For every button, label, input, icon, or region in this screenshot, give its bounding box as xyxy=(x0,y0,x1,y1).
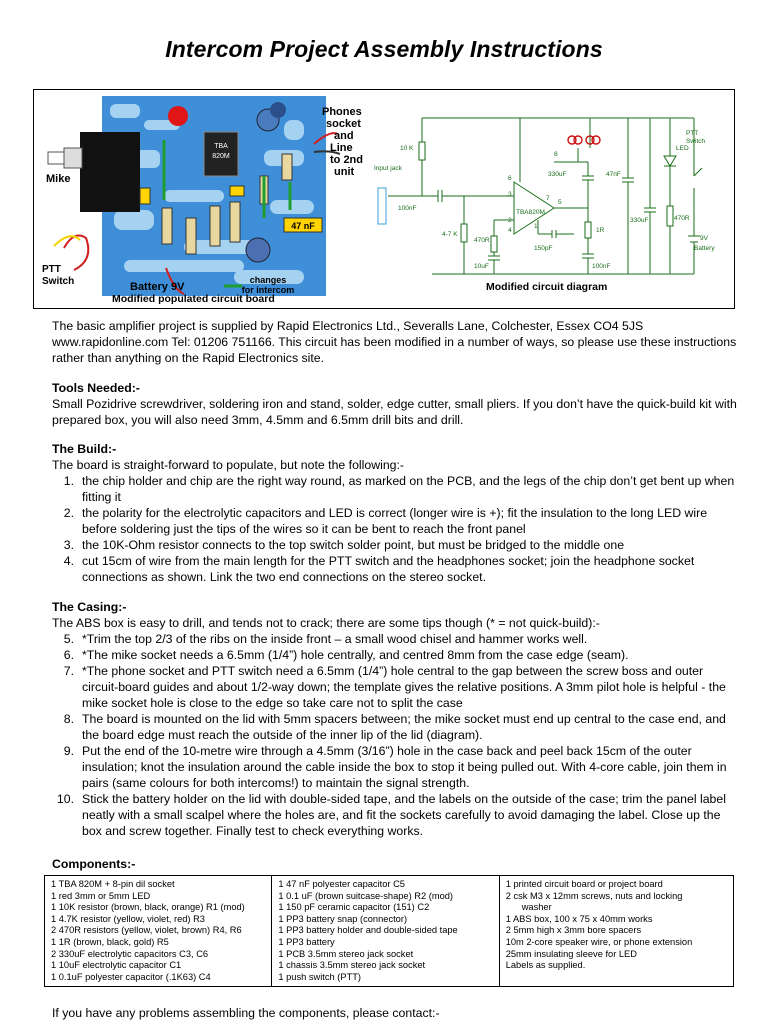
svg-text:to 2nd: to 2nd xyxy=(330,154,363,166)
list-item: 1. the chip holder and chip are the right way round, as marked on the PCB, and the legs of the chip don’t get bent up when fitting it xyxy=(63,474,735,504)
casing-list xyxy=(52,631,742,839)
svg-text:9V: 9V xyxy=(700,235,708,242)
svg-text:for intercom: for intercom xyxy=(241,285,295,295)
svg-text:7: 7 xyxy=(546,195,550,202)
svg-text:6: 6 xyxy=(508,175,512,182)
ptt-label: PTT Switch xyxy=(686,130,706,145)
contact-line: If you have any problems assembling the components, please contact:- xyxy=(52,1006,440,1020)
list-item: 8. The board is mounted on the lid with 5mm spacers between; the mike socket must end up central to the case end, and the board edge must reach the outside of the inner lip of the lid (diagram). xyxy=(63,712,726,742)
components-heading: Components:- xyxy=(52,857,136,871)
casing-heading: The Casing:- xyxy=(52,600,127,614)
svg-text:3: 3 xyxy=(508,191,512,198)
svg-text:820M: 820M xyxy=(212,153,230,160)
svg-text:Input jack: Input jack xyxy=(374,165,402,172)
pcb-label-47nf: 47 nF xyxy=(291,221,315,231)
svg-text:4: 4 xyxy=(508,227,512,234)
svg-text:4-7 K: 4-7 K xyxy=(442,231,458,238)
figure-box xyxy=(33,89,735,309)
list-item: 6. *The mike socket needs a 6.5mm (1/4”) hole centrally, and centred 8mm from the case edge (seam). xyxy=(63,648,629,662)
svg-text:10uF: 10uF xyxy=(474,263,489,270)
svg-text:100nF: 100nF xyxy=(398,205,417,212)
list-item: 7. *The phone socket and PTT switch need a 6.5mm (1/4”) hole central to the gap between the screw boss and outer circuit-board guides and about 1/2-way down; the template gives the relative positions. A 3mm pilot hole is helpful - the mike socket hole is close to the edge so take care not to split the case xyxy=(63,664,726,710)
build-heading: The Build:- xyxy=(52,442,117,456)
svg-text:100nF: 100nF xyxy=(592,263,611,270)
svg-text:2: 2 xyxy=(508,217,512,224)
casing-section xyxy=(52,599,742,839)
build-section xyxy=(52,441,742,585)
mike-jack-socket xyxy=(80,132,140,212)
svg-text:socket: socket xyxy=(326,118,361,130)
svg-text:1R: 1R xyxy=(596,227,605,234)
tools-heading: Tools Needed:- xyxy=(52,381,140,395)
components-table xyxy=(44,875,734,987)
svg-text:330uF: 330uF xyxy=(630,217,649,224)
svg-text:5: 5 xyxy=(558,199,562,206)
list-item: 3. the 10K-Ohm resistor connects to the top switch solder point, but must be bridged to the middle one xyxy=(63,538,625,552)
build-intro: The board is straight-forward to populate, but note the following:- xyxy=(52,458,405,472)
list-item: 10. Stick the battery holder on the lid with double-sided tape, and the labels on the outside of the case; trim the panel label neatly with a small scalpel where the holes are, and fit the sockets carefully to avoid damaging the label. Close up the box and screw together. Finally test to check everything works. xyxy=(56,792,726,838)
list-item: 4. cut 15cm of wire from the main length for the PTT switch and the headphones socket; join the headphone socket connections as shown. Link the two end connections on the stereo socket. xyxy=(63,554,695,584)
svg-text:Battery: Battery xyxy=(694,245,715,252)
tools-text: Small Pozidrive screwdriver, soldering iron and stand, solder, edge cutter, small pliers. If you don’t have the quick-build kit with prepared box, you will also need 3mm, 4.5mm and 6.5mm drill bits and drill. xyxy=(52,397,737,427)
components-col-1: 1 TBA 820M + 8-pin dil socket 1 red 3mm or 5mm LED 1 10K resistor (brown, black, orange) R1 (mod) 1 4.7K resistor (yellow, violet, red) R3 2 470R resistors (yellow, violet, brown) R4, R6 1 1R (brown, black, gold) R5 2 330uF electrolytic capacitors C3, C6 1 10uF electrolytic capacitor C1 1 0.1uF polyester capacitor (.1K63) C4 xyxy=(45,876,272,987)
svg-text:TBA: TBA xyxy=(214,143,228,150)
svg-text:330uF: 330uF xyxy=(548,171,567,178)
svg-text:Phones: Phones xyxy=(322,106,362,118)
svg-text:1: 1 xyxy=(534,223,538,230)
pcb-illustration xyxy=(34,90,374,308)
svg-text:TBA820M: TBA820M xyxy=(516,209,545,216)
svg-text:470R: 470R xyxy=(474,237,490,244)
svg-text:150pF: 150pF xyxy=(534,245,553,252)
list-item: 5. *Trim the top 2/3 of the ribs on the inside front – a small wood chisel and hammer works well. xyxy=(63,632,588,646)
svg-text:and: and xyxy=(334,130,354,142)
svg-text:47nF: 47nF xyxy=(606,171,621,178)
svg-text:changes: changes xyxy=(249,275,287,285)
tools-section xyxy=(52,380,742,428)
pcb-label-mike: Mike xyxy=(46,173,71,185)
svg-text:LED: LED xyxy=(676,145,689,152)
intro-paragraph: The basic amplifier project is supplied by Rapid Electronics Ltd., Severalls Lane, Colchester, Essex CO4 5JS www.rapidonline.com Tel: 01206 751166. This circuit has been modified in a number of ways, so please use these instructions rather than anything on the Rapid Electronics site. xyxy=(52,319,737,365)
list-item: 2. the polarity for the electrolytic capacitors and LED is correct (longer wire is +); fit the insulation to the long LED wire before soldering just the tips of the wires so it can be bent to reach the front panel xyxy=(63,506,708,536)
list-item: 9. Put the end of the 10-metre wire through a 4.5mm (3/16”) hole in the case back and peel back 15cm of the outer insulation; knot the insulation around the cable inside the box to stop it being pulled out. With 4-core cable, join them in pairs (same colours for both intercoms!) to maintain the signal strength. xyxy=(63,744,727,790)
pcb-label-battery: Battery 9V xyxy=(130,281,185,293)
build-list xyxy=(52,473,742,585)
svg-text:Line: Line xyxy=(330,142,353,154)
svg-text:8: 8 xyxy=(554,151,558,158)
svg-text:Switch: Switch xyxy=(42,276,75,287)
page-title: Intercom Project Assembly Instructions xyxy=(165,36,603,62)
casing-intro: The ABS box is easy to drill, and tends not to crack; there are some tips though (* = not quick-build):- xyxy=(52,616,600,630)
components-col-3: 1 printed circuit board or project board 2 csk M3 x 12mm screws, nuts and locking washer 1 ABS box, 100 x 75 x 40mm works 2 5mm high x 3mm bore spacers 10m 2-core speaker wire, or phone extension 25mm insulating sleeve for LED Labels as supplied. xyxy=(499,876,733,987)
svg-text:unit: unit xyxy=(334,166,355,178)
led-component xyxy=(168,106,188,126)
svg-text:10 K: 10 K xyxy=(400,145,414,152)
pcb-caption: Modified populated circuit board xyxy=(112,293,275,305)
circuit-diagram xyxy=(374,96,715,296)
svg-text:PTT: PTT xyxy=(42,264,61,275)
components-col-2: 1 47 nF polyester capacitor C5 1 0.1 uF (brown suitcase-shape) R2 (mod) 1 150 pF ceramic capacitor (151) C2 1 PP3 battery snap (connector) 1 PP3 battery holder and double-sided tape 1 PP3 battery 1 PCB 3.5mm stereo jack socket 1 chassis 3.5mm stereo jack socket 1 push switch (PTT) xyxy=(272,876,499,987)
svg-text:470R: 470R xyxy=(674,215,690,222)
circuit-caption: Modified circuit diagram xyxy=(486,281,608,293)
